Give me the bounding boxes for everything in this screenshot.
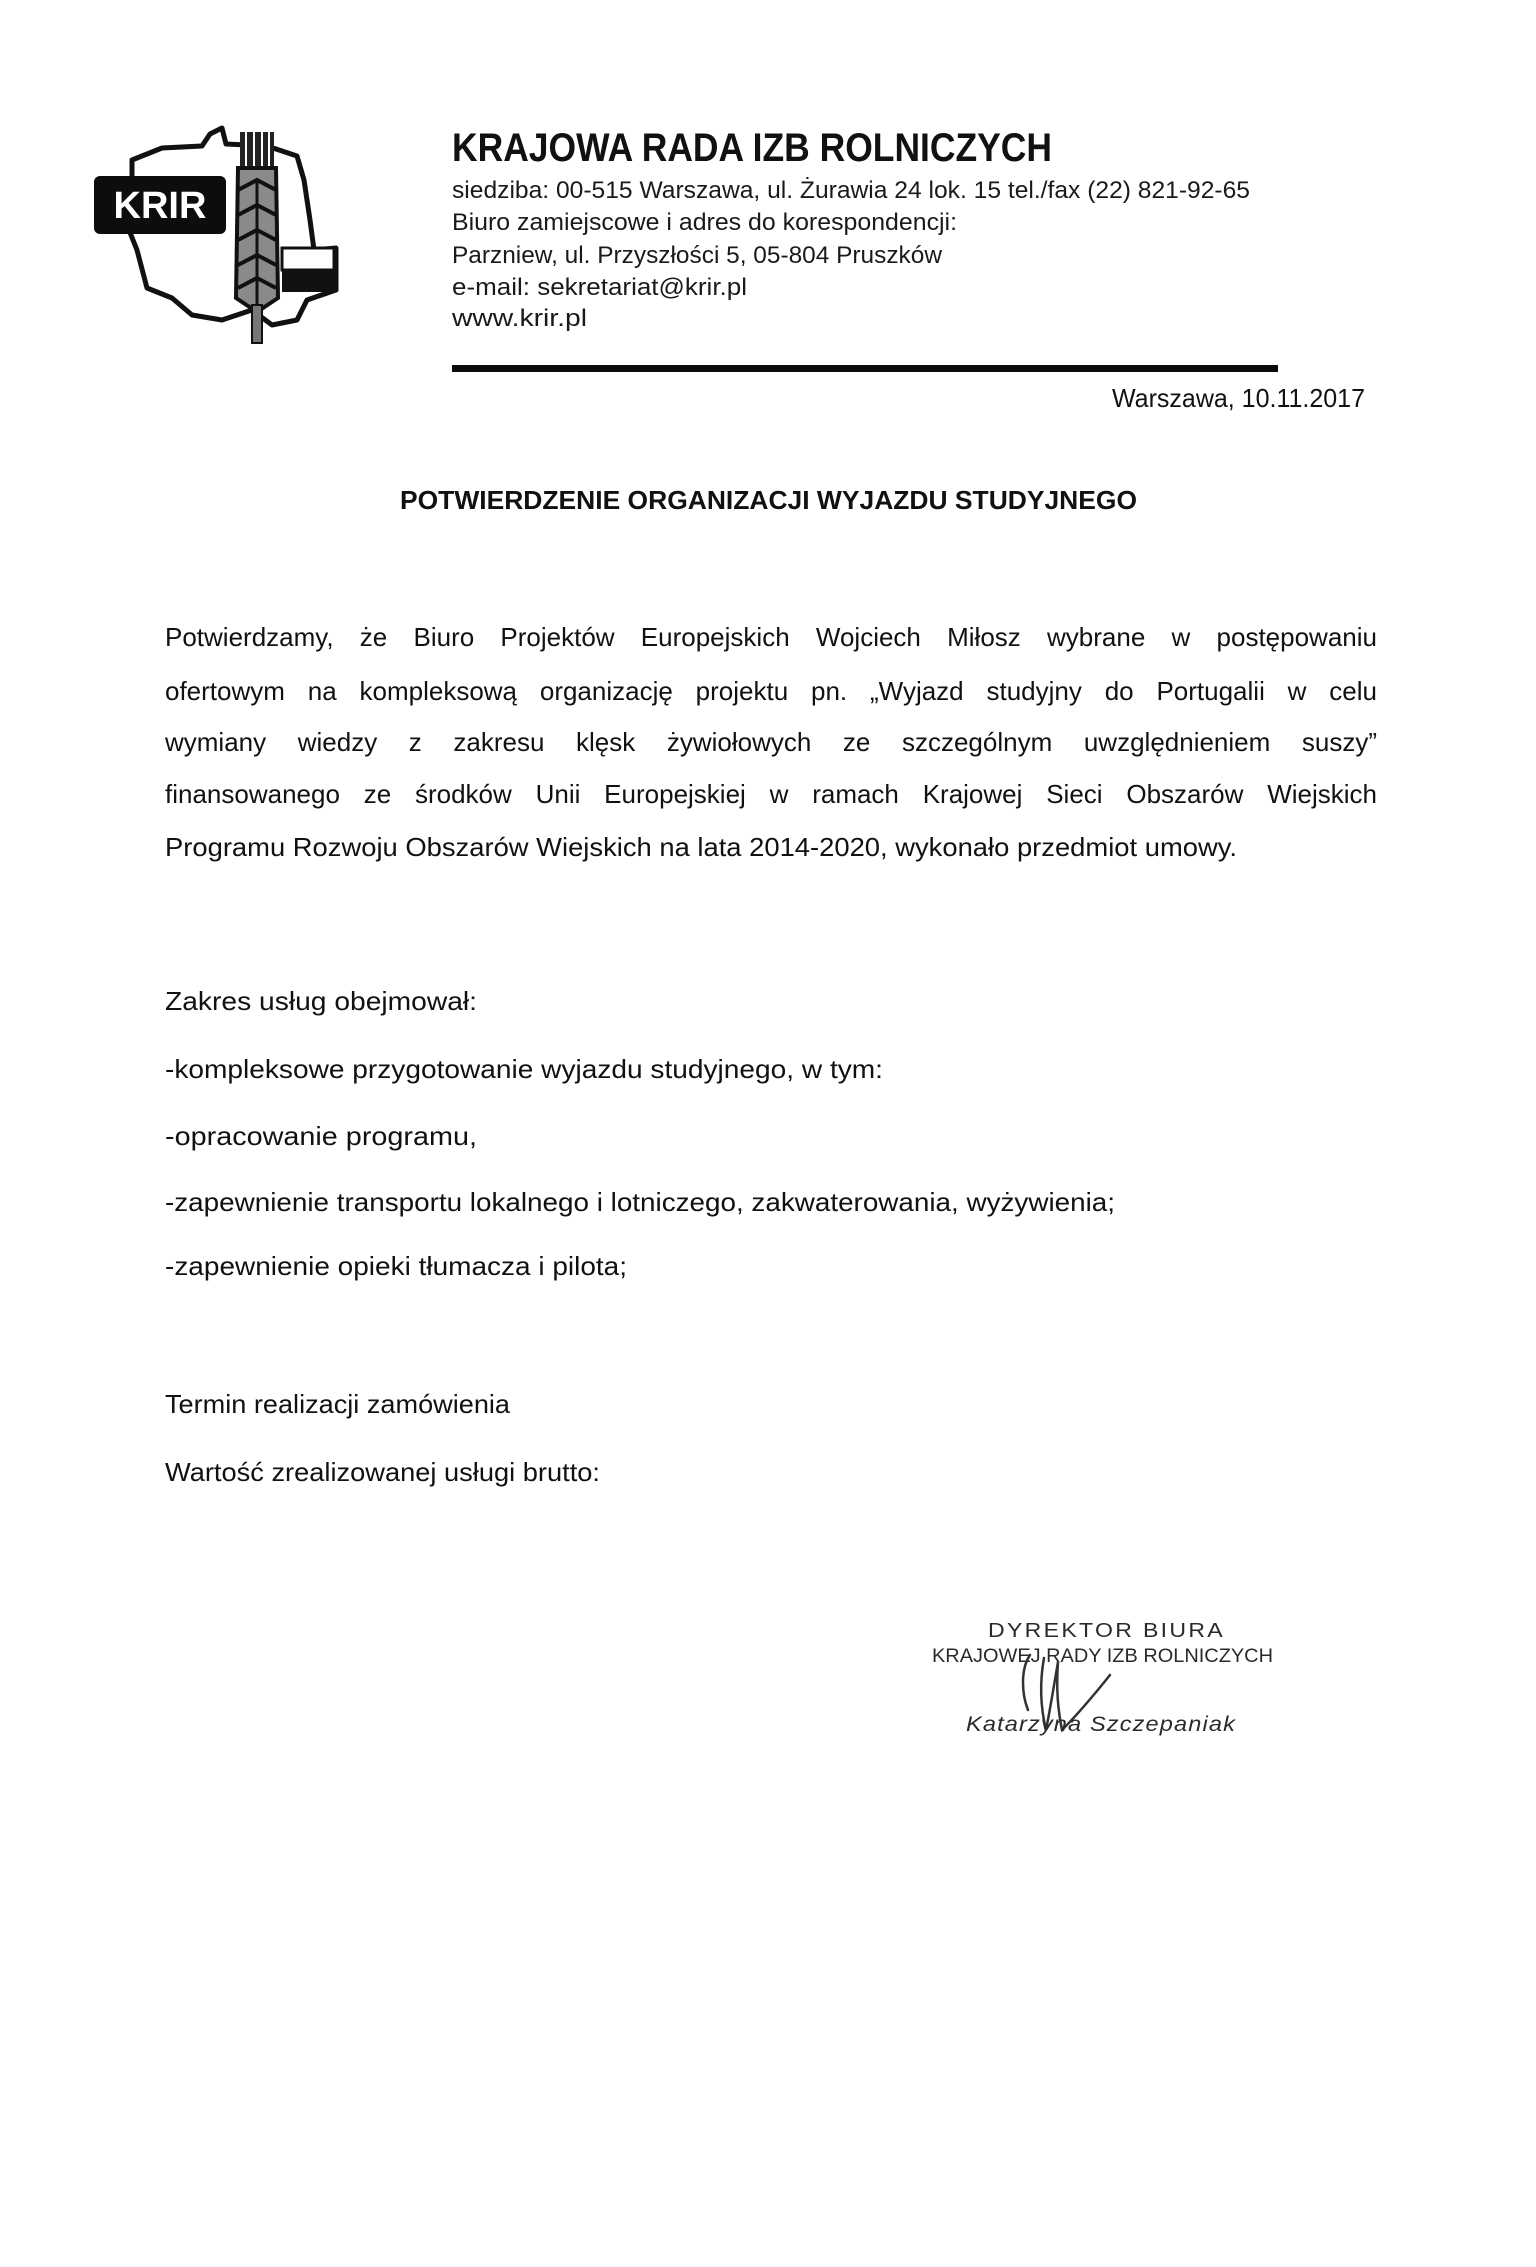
paragraph-line: finansowanego ze środków Unii Europejskiej w ramach Krajowej Sieci Obszarów Wiejskich xyxy=(165,779,1377,809)
stamp-position: DYREKTOR BIURA xyxy=(988,1620,1225,1642)
address-line-seat: siedziba: 00-515 Warszawa, ul. Żurawia 24 lok. 15 tel./fax (22) 821-92-65 xyxy=(452,177,1250,204)
letterhead-divider xyxy=(452,365,1278,372)
polish-flag-icon xyxy=(282,248,334,292)
stamp-organization: KRAJOWEJ RADY IZB ROLNICZYCH xyxy=(932,1646,1273,1667)
scope-item: -kompleksowe przygotowanie wyjazdu studyjnego, w tym: xyxy=(165,1054,883,1084)
organization-name: KRAJOWA RADA IZB ROLNICZYCH xyxy=(452,126,1052,170)
krir-label-box xyxy=(94,176,226,234)
term-label: Termin realizacji zamówienia xyxy=(165,1389,510,1419)
scope-item: -zapewnienie transportu lokalnego i lotniczego, zakwaterowania, wyżywienia; xyxy=(165,1187,1115,1217)
krir-logo xyxy=(92,120,342,345)
scope-item: -zapewnienie opieki tłumacza i pilota; xyxy=(165,1251,627,1281)
paragraph-line-last: Programu Rozwoju Obszarów Wiejskich na lata 2014-2020, wykonało przedmiot umowy. xyxy=(165,832,1237,862)
document-title: POTWIERDZENIE ORGANIZACJI WYJAZDU STUDYJNEGO xyxy=(400,485,1137,515)
paragraph-line: ofertowym na kompleksową organizację projektu pn. „Wyjazd studyjny do Portugalii w celu xyxy=(165,676,1377,706)
scope-item: -opracowanie programu, xyxy=(165,1121,477,1151)
address-line-correspondence: Parzniew, ul. Przyszłości 5, 05-804 Pruszków xyxy=(452,242,942,269)
website-line[interactable]: www.krir.pl xyxy=(452,305,587,332)
paragraph-line: wymiany wiedzy z zakresu klęsk żywiołowych ze szczególnym uwzględnieniem suszy” xyxy=(165,727,1377,757)
scope-heading: Zakres usług obejmował: xyxy=(165,986,477,1016)
signatory-name: Katarzyna Szczepaniak xyxy=(966,1713,1236,1736)
address-line-branch: Biuro zamiejscowe i adres do korespondencji: xyxy=(452,209,957,236)
place-and-date: Warszawa, 10.11.2017 xyxy=(1112,383,1365,413)
value-label: Wartość zrealizowanej usługi brutto: xyxy=(165,1457,600,1487)
email-line[interactable]: e-mail: sekretariat@krir.pl xyxy=(452,274,747,301)
paragraph-line: Potwierdzamy, że Biuro Projektów Europejskich Wojciech Miłosz wybrane w postępowaniu xyxy=(165,622,1377,652)
logo-text: KRIR xyxy=(113,185,207,227)
